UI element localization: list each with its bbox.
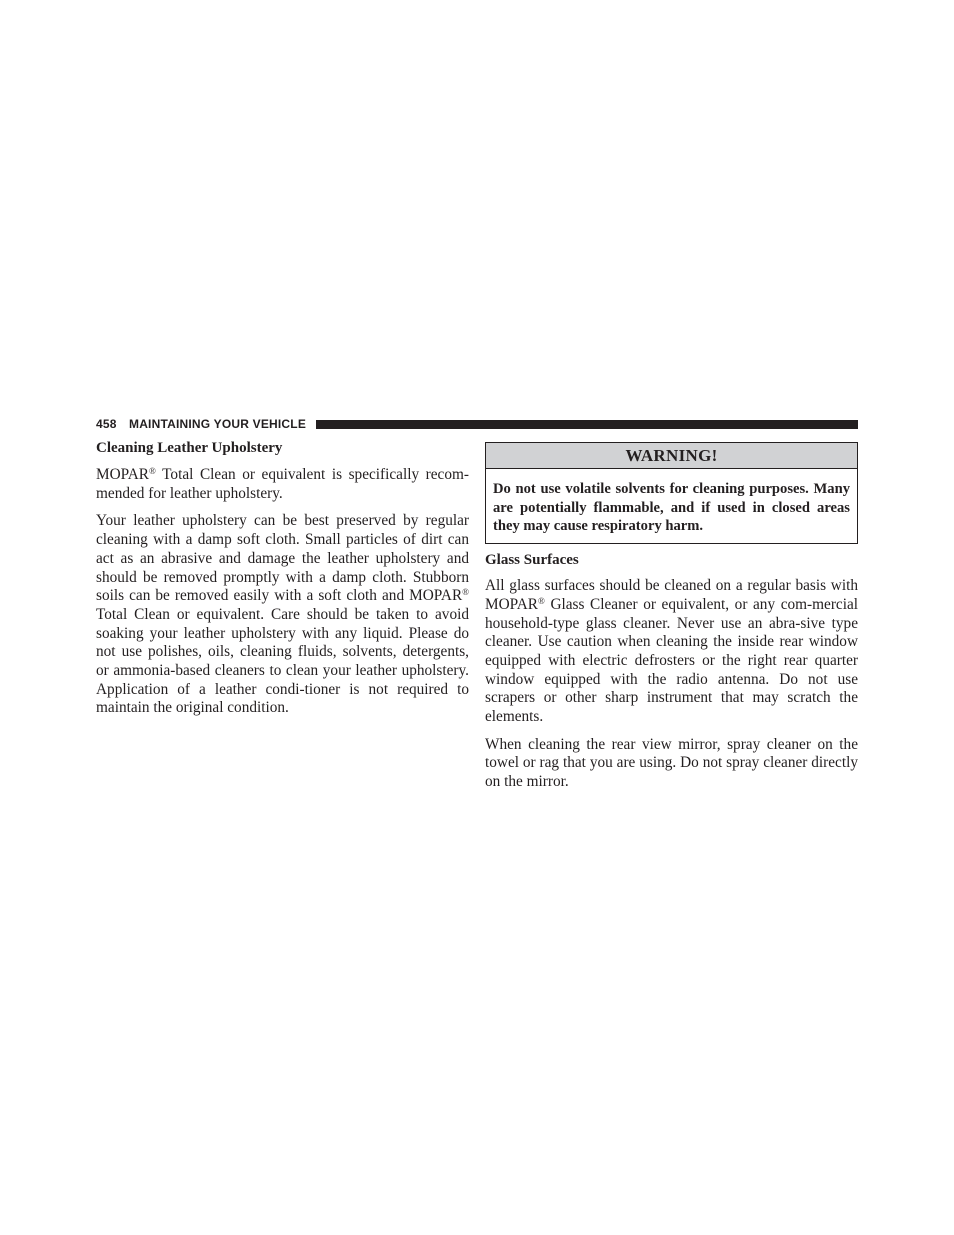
section-title: MAINTAINING YOUR VEHICLE: [129, 417, 307, 431]
glass-paragraph-1: All glass surfaces should be cleaned on a regular basis with MOPAR® Glass Cleaner or equivalent, or any com-mercial household-type glass cleaner. Never use an abra-sive type cleaner. Use caution when cleaning the inside rear window equipped with electric defrosters or the right rear quarter window equipped with the radio antenna. Do not use scrapers or other sharp instrument that may scratch the elements.: [485, 577, 858, 726]
warning-title: WARNING!: [486, 443, 857, 469]
leather-paragraph-2: Your leather upholstery can be best preserved by regular cleaning with a damp soft cloth. Small particles of dirt can act as an abrasive and damage the leather upholstery and should be removed promptly with a damp cloth. Stubborn soils can be removed easily with a soft cloth and MOPAR® Total Clean or equivalent. Care should be taken to avoid soaking your leather upholstery with any liquid. Please do not use polishes, oils, cleaning fluids, solvents, detergents, or ammonia-based cleaners to clean your leather upholstery. Application of a leather condi-tioner is not required to maintain the original condition.: [96, 512, 469, 717]
glass-surfaces-heading: Glass Surfaces: [485, 552, 579, 569]
left-column: [96, 438, 469, 718]
glass-paragraph-2: When cleaning the rear view mirror, spray cleaner on the towel or rag that you are using. Do not spray cleaner directly on the mirror.: [485, 735, 858, 791]
running-header: [96, 417, 858, 432]
header-rule: [316, 420, 858, 429]
warning-text: Do not use volatile solvents for cleaning purposes. Many are potentially flammable, and if used in closed areas they may cause respiratory harm.: [493, 481, 850, 535]
warning-box: [485, 442, 858, 544]
leather-paragraph-1: MOPAR® Total Clean or equivalent is specifically recom-mended for leather upholstery.: [96, 466, 469, 502]
cleaning-leather-heading: Cleaning Leather Upholstery: [96, 440, 283, 456]
right-column: [485, 442, 858, 792]
page-number: 458: [96, 417, 117, 431]
